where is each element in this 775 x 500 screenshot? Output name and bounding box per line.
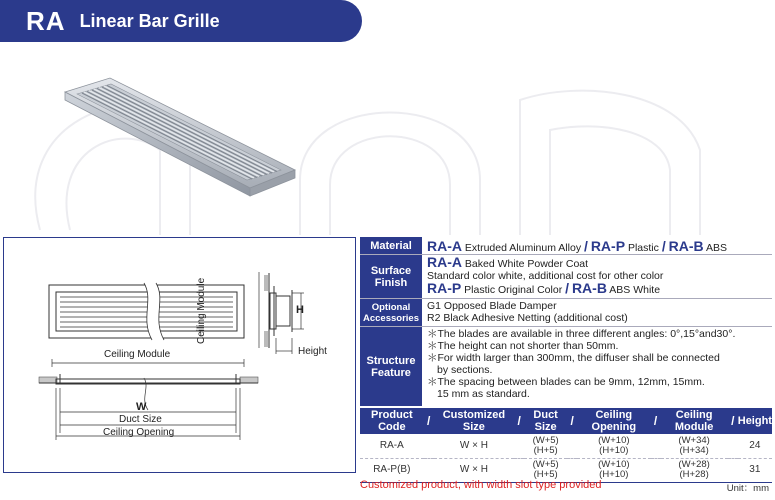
- brand-ra-a: RA-A: [427, 254, 462, 270]
- structure-line: ＊The height can not shorter than 50mm.: [427, 340, 619, 352]
- col-product-code: Product Code: [360, 408, 424, 434]
- w-dimension-label: W: [136, 401, 147, 413]
- accessories-header: Optional Accessories: [360, 299, 422, 326]
- finish-ra-p-text: Plastic Original Color: [464, 284, 563, 296]
- structure-line: ＊The spacing between blades can be 9mm, 12mm, 15mm.: [427, 376, 705, 388]
- structure-header: Structure Feature: [360, 327, 422, 406]
- finish-header: Surface Finish: [360, 255, 422, 298]
- cell-size: W × H: [434, 434, 514, 458]
- brand-ra-p: RA-P: [427, 280, 462, 296]
- structure-row: [360, 327, 772, 406]
- col-customized-size: Customized Size: [434, 408, 514, 434]
- header-separator: /: [567, 408, 577, 434]
- cell-height: 24: [738, 434, 772, 458]
- cell-code: RA-A: [360, 434, 424, 458]
- material-row: [360, 237, 772, 255]
- accessories-value: [422, 299, 772, 326]
- material-ra-p-text: Plastic: [627, 242, 659, 254]
- unit-label: Unit：mm: [726, 483, 769, 494]
- material-ra-a-text: Extruded Aluminum Alloy: [464, 242, 582, 254]
- height-dimension-label: Height: [298, 346, 327, 357]
- cell-opening: (W+10) (H+10): [577, 458, 650, 482]
- header-separator: /: [514, 408, 524, 434]
- brand-ra-p: RA-P: [590, 238, 626, 254]
- accessories-row: [360, 299, 772, 327]
- cell-height: 31: [738, 458, 772, 482]
- cell-opening: (W+10) (H+10): [577, 434, 650, 458]
- col-ceiling-module: Ceiling Module: [661, 408, 728, 434]
- separator: /: [584, 238, 588, 254]
- cell-code: RA-P(B): [360, 458, 424, 482]
- structure-line: ＊For width larger than 300mm, the diffuser shall be connected: [427, 352, 720, 364]
- separator: /: [565, 280, 570, 296]
- accessory-r2: R2 Black Adhesive Netting (additional cost): [427, 312, 628, 324]
- code-table-header: [360, 408, 772, 434]
- product-code-title: RA: [26, 5, 66, 36]
- structure-line: by sections.: [437, 364, 493, 376]
- brand-ra-a: RA-A: [427, 238, 462, 254]
- product-image: [55, 70, 305, 210]
- title-banner: [0, 0, 362, 42]
- ceiling-opening-dimension-label: Ceiling Opening: [103, 427, 175, 438]
- customization-note: Customized product, with width slot type provided: [360, 479, 602, 491]
- separator: /: [661, 238, 666, 254]
- table-row: [360, 434, 772, 458]
- col-ceiling-opening: Ceiling Opening: [577, 408, 650, 434]
- material-value: [422, 237, 772, 254]
- accessory-g1: G1 Opposed Blade Damper: [427, 300, 557, 312]
- col-height: Height: [738, 408, 772, 434]
- brand-ra-b: RA-B: [668, 238, 704, 254]
- product-name-title: Linear Bar Grille: [79, 10, 220, 31]
- material-header: Material: [360, 237, 422, 254]
- structure-line: ＊The blades are available in three different angles: 0°,15°and30°.: [427, 328, 736, 340]
- col-duct-size: Duct Size: [524, 408, 567, 434]
- cell-module: (W+28) (H+28): [661, 458, 728, 482]
- finish-ra-a-text: Baked White Powder Coat: [464, 258, 589, 270]
- cell-duct: (W+5) (H+5): [524, 458, 567, 482]
- finish-standard-color: Standard color white, additional cost for other color: [427, 270, 664, 282]
- technical-drawing: [3, 237, 356, 473]
- cell-size: W × H: [434, 458, 514, 482]
- h-dimension-label: H: [296, 304, 304, 316]
- header-separator: /: [424, 408, 434, 434]
- ceiling-module-side-label: Ceiling Module: [196, 277, 207, 344]
- finish-ra-b-text: ABS White: [609, 284, 661, 296]
- cell-duct: (W+5) (H+5): [524, 434, 567, 458]
- header-separator: /: [651, 408, 661, 434]
- ceiling-module-dimension-label: Ceiling Module: [104, 349, 171, 360]
- material-ra-b-text: ABS: [705, 242, 727, 254]
- spec-table: [360, 237, 772, 406]
- structure-line: 15 mm as standard.: [437, 388, 530, 400]
- finish-row: [360, 255, 772, 299]
- product-code-table: [360, 408, 772, 483]
- cell-module: (W+34) (H+34): [661, 434, 728, 458]
- brand-ra-b: RA-B: [571, 280, 607, 296]
- header-separator: /: [728, 408, 738, 434]
- structure-value: [422, 327, 772, 406]
- duct-size-dimension-label: Duct Size: [119, 414, 162, 425]
- finish-value: [422, 255, 772, 298]
